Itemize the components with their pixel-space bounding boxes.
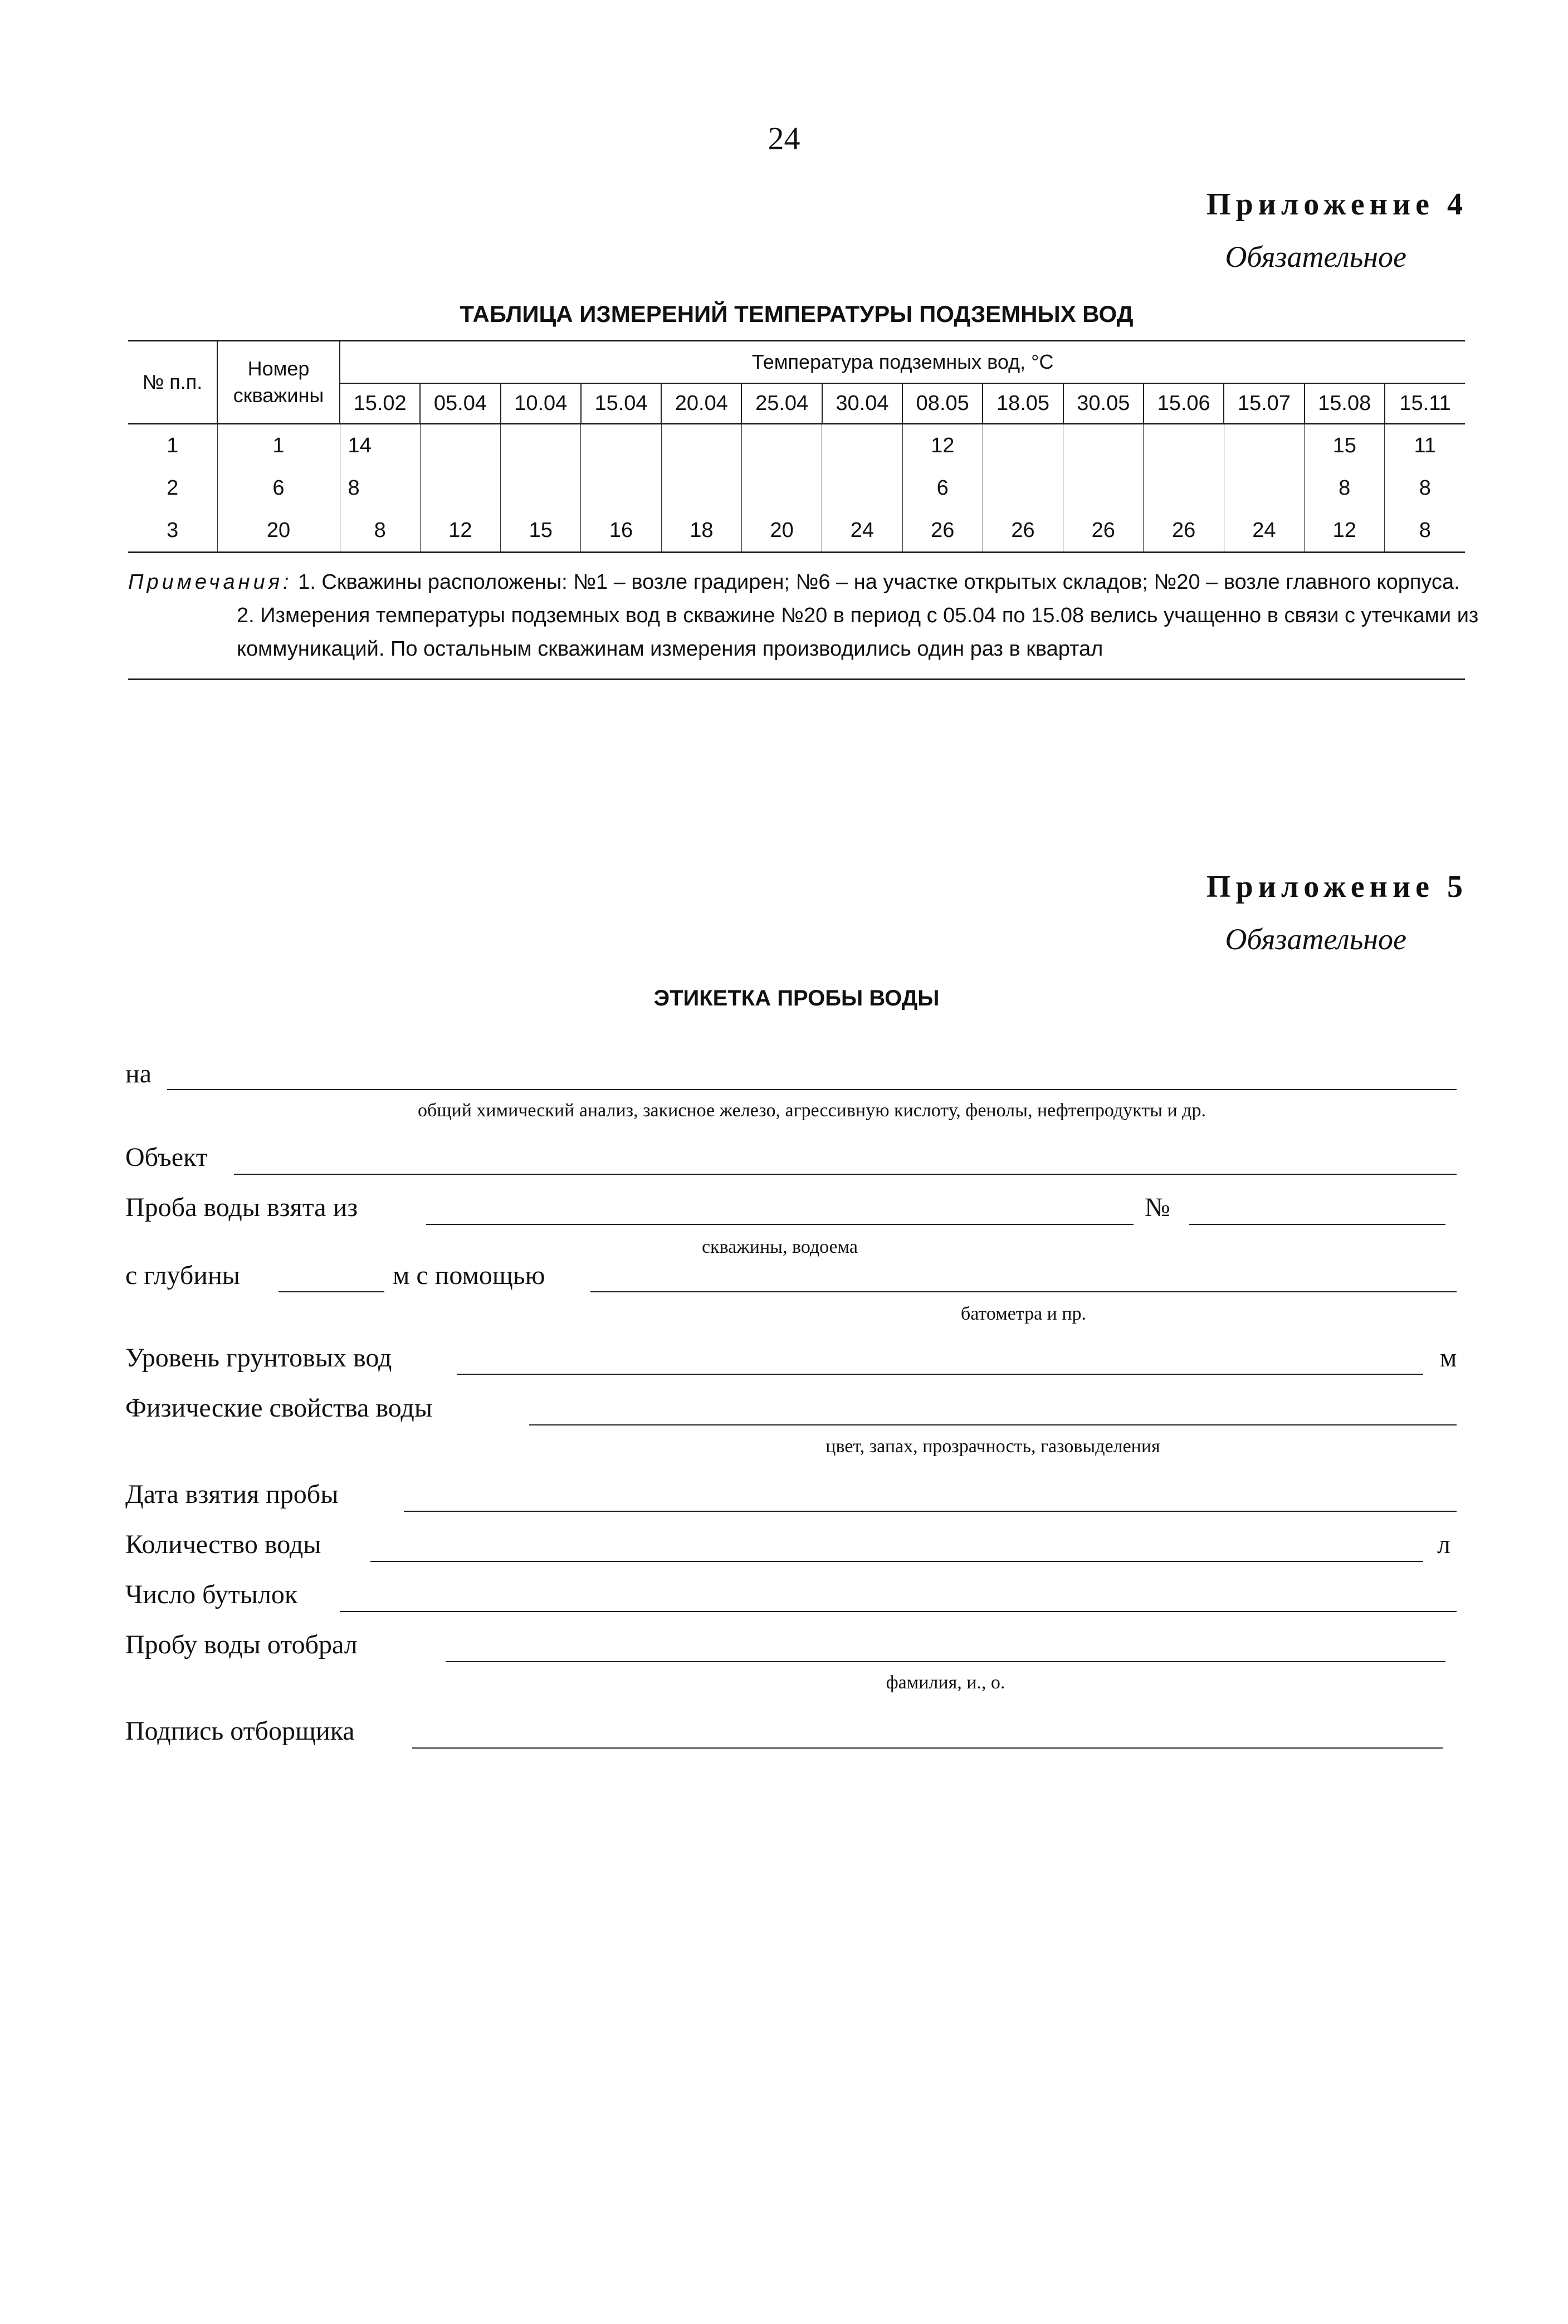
header-date: 15.06 bbox=[1144, 383, 1224, 424]
header-date: 15.08 bbox=[1305, 383, 1385, 424]
cell-temperature bbox=[420, 424, 500, 467]
cell-temperature: 8 bbox=[1385, 467, 1465, 509]
cell-temperature bbox=[581, 424, 661, 467]
header-date: 25.04 bbox=[741, 383, 822, 424]
field-label-signature: Подпись отборщика bbox=[125, 1716, 355, 1746]
note-1 bbox=[128, 565, 1476, 599]
field-line-date-taken[interactable] bbox=[404, 1511, 1457, 1512]
table-row bbox=[128, 424, 1465, 467]
notes-divider bbox=[128, 678, 1465, 680]
cell-row-number: 1 bbox=[128, 424, 217, 467]
cell-temperature: 26 bbox=[902, 509, 983, 553]
field-line-signature[interactable] bbox=[412, 1747, 1443, 1749]
cell-temperature bbox=[983, 424, 1063, 467]
cell-temperature: 8 bbox=[1385, 509, 1465, 553]
cell-temperature: 24 bbox=[1224, 509, 1304, 553]
field-line-object[interactable] bbox=[234, 1174, 1457, 1175]
field-label-physical-props: Физические свойства воды bbox=[125, 1393, 433, 1423]
cell-temperature bbox=[741, 467, 822, 509]
note-2-line-1: 2. Измерения температуры подземных вод в скважине №20 в период с 05.04 по 15.08 велись учащенно в связи с утечками из bbox=[237, 604, 1479, 627]
field-line-na[interactable] bbox=[167, 1089, 1457, 1090]
groundwater-temperature-table bbox=[128, 340, 1465, 553]
cell-temperature bbox=[420, 467, 500, 509]
field-hint-sample-from: скважины, водоема bbox=[701, 1237, 858, 1257]
field-line-sample-from[interactable] bbox=[426, 1224, 1134, 1225]
header-date: 15.04 bbox=[581, 383, 661, 424]
cell-temperature: 11 bbox=[1385, 424, 1465, 467]
unit-meters: м bbox=[1440, 1343, 1457, 1373]
field-hint-na: общий химический анализ, закисное железо, агрессивную кислоту, фенолы, нефтепродукты и др. bbox=[418, 1100, 1206, 1121]
cell-well-number: 1 bbox=[217, 424, 340, 467]
field-line-depth-tool[interactable] bbox=[590, 1291, 1457, 1292]
header-temperature-group: Температура подземных вод, °С bbox=[340, 341, 1465, 384]
field-line-taken-by[interactable] bbox=[446, 1661, 1445, 1662]
cell-temperature bbox=[983, 467, 1063, 509]
table-title: ТАБЛИЦА ИЗМЕРЕНИЙ ТЕМПЕРАТУРЫ ПОДЗЕМНЫХ ВОД bbox=[460, 301, 1134, 327]
cell-temperature: 8 bbox=[1305, 467, 1385, 509]
cell-temperature: 8 bbox=[340, 509, 420, 553]
note-2-line-2: коммуникаций. По остальным скважинам измерения производились один раз в квартал bbox=[237, 637, 1103, 661]
field-hint-physical-props: цвет, запах, прозрачность, газовыделения bbox=[825, 1436, 1160, 1457]
cell-temperature bbox=[1224, 424, 1304, 467]
header-well-number: Номер скважины bbox=[217, 341, 340, 424]
unit-liters: л bbox=[1437, 1530, 1450, 1559]
appendix4-subtitle: Обязательное bbox=[1225, 240, 1406, 274]
cell-temperature: 26 bbox=[1063, 509, 1144, 553]
cell-temperature bbox=[822, 467, 902, 509]
cell-temperature bbox=[501, 467, 581, 509]
cell-temperature: 24 bbox=[822, 509, 902, 553]
appendix5-subtitle: Обязательное bbox=[1225, 922, 1406, 956]
cell-temperature bbox=[581, 467, 661, 509]
field-line-quantity[interactable] bbox=[370, 1561, 1423, 1562]
cell-temperature: 16 bbox=[581, 509, 661, 553]
cell-well-number: 20 bbox=[217, 509, 340, 553]
cell-temperature: 6 bbox=[902, 467, 983, 509]
field-line-groundwater-level[interactable] bbox=[457, 1374, 1423, 1375]
cell-temperature: 26 bbox=[983, 509, 1063, 553]
cell-temperature: 8 bbox=[340, 467, 420, 509]
cell-temperature: 20 bbox=[741, 509, 822, 553]
cell-temperature: 12 bbox=[420, 509, 500, 553]
field-label-groundwater-level: Уровень грунтовых вод bbox=[125, 1343, 392, 1373]
field-label-object: Объект bbox=[125, 1143, 208, 1172]
field-label-depth: с глубины bbox=[125, 1261, 240, 1290]
header-row-number: № п.п. bbox=[128, 341, 217, 424]
header-date: 30.05 bbox=[1063, 383, 1144, 424]
page-number: 24 bbox=[768, 120, 800, 157]
cell-temperature: 12 bbox=[1305, 509, 1385, 553]
field-label-number: № bbox=[1145, 1193, 1170, 1222]
note-1-text: 1. Скважины расположены: №1 – возле градирен; №6 – на участке открытых складов; №20 – возле главного корпуса. bbox=[298, 570, 1460, 594]
field-hint-taken-by: фамилия, и., о. bbox=[886, 1672, 1005, 1693]
appendix5-title: Приложение 5 bbox=[1206, 870, 1468, 904]
field-label-quantity: Количество воды bbox=[125, 1530, 321, 1559]
header-date: 15.11 bbox=[1385, 383, 1465, 424]
field-label-taken-by: Пробу воды отобрал bbox=[125, 1630, 358, 1659]
header-date: 05.04 bbox=[420, 383, 500, 424]
label-title: ЭТИКЕТКА ПРОБЫ ВОДЫ bbox=[653, 986, 940, 1010]
header-date: 18.05 bbox=[983, 383, 1063, 424]
table-row bbox=[128, 467, 1465, 509]
table-row bbox=[128, 509, 1465, 553]
cell-temperature: 18 bbox=[661, 509, 741, 553]
field-hint-depth-tool: батометра и пр. bbox=[960, 1303, 1087, 1324]
field-label-bottles: Число бутылок bbox=[125, 1580, 298, 1609]
field-label-sample-from: Проба воды взята из bbox=[125, 1193, 358, 1222]
header-date: 15.02 bbox=[340, 383, 420, 424]
cell-temperature bbox=[1063, 467, 1144, 509]
header-date: 10.04 bbox=[501, 383, 581, 424]
cell-temperature bbox=[501, 424, 581, 467]
field-line-bottles[interactable] bbox=[340, 1611, 1457, 1612]
cell-temperature bbox=[1224, 467, 1304, 509]
cell-temperature: 26 bbox=[1144, 509, 1224, 553]
cell-temperature: 15 bbox=[501, 509, 581, 553]
cell-temperature bbox=[1144, 424, 1224, 467]
field-line-physical-props[interactable] bbox=[529, 1424, 1457, 1425]
cell-temperature bbox=[822, 424, 902, 467]
cell-row-number: 3 bbox=[128, 509, 217, 553]
cell-temperature: 12 bbox=[902, 424, 983, 467]
field-label-na: на bbox=[125, 1059, 152, 1088]
header-date: 08.05 bbox=[902, 383, 983, 424]
field-line-depth[interactable] bbox=[279, 1291, 384, 1292]
field-label-depth-tool: м с помощью bbox=[393, 1261, 545, 1290]
header-date: 15.07 bbox=[1224, 383, 1304, 424]
cell-temperature: 15 bbox=[1305, 424, 1385, 467]
cell-temperature bbox=[1063, 424, 1144, 467]
field-line-number[interactable] bbox=[1189, 1224, 1445, 1225]
field-label-date-taken: Дата взятия пробы bbox=[125, 1480, 339, 1509]
header-date: 20.04 bbox=[661, 383, 741, 424]
cell-temperature: 14 bbox=[340, 424, 420, 467]
appendix4-title: Приложение 4 bbox=[1206, 187, 1468, 222]
cell-temperature bbox=[741, 424, 822, 467]
cell-well-number: 6 bbox=[217, 467, 340, 509]
cell-temperature bbox=[1144, 467, 1224, 509]
cell-row-number: 2 bbox=[128, 467, 217, 509]
cell-temperature bbox=[661, 467, 741, 509]
notes-label: Примечания: bbox=[128, 570, 292, 594]
cell-temperature bbox=[661, 424, 741, 467]
header-date: 30.04 bbox=[822, 383, 902, 424]
